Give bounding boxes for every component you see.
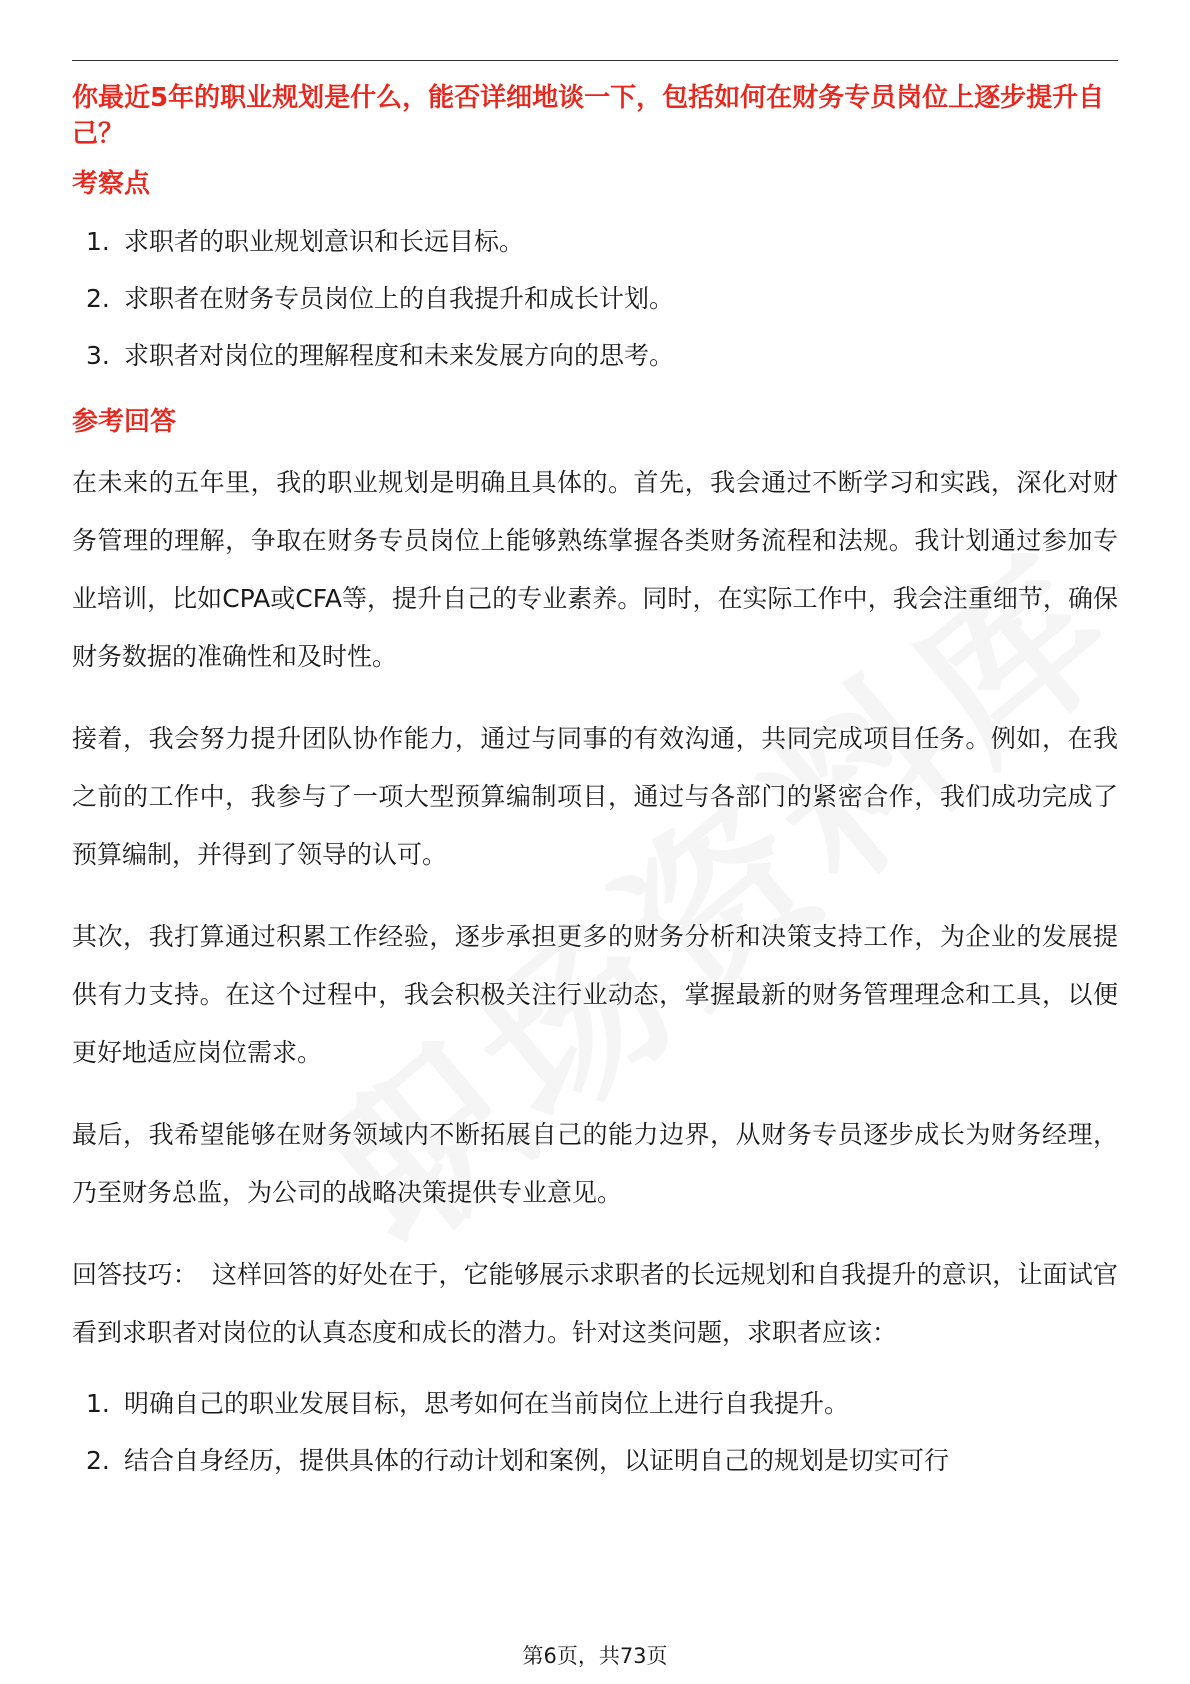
list-item [72, 1386, 1118, 1422]
page-content [72, 80, 1118, 1509]
list-text: 求职者对岗位的理解程度和未来发展方向的思考。 [124, 341, 675, 370]
list-number: 2. [86, 284, 110, 313]
tips-label: 回答技巧： [72, 1260, 198, 1289]
answer-paragraph: 接着，我会努力提升团队协作能力，通过与同事的有效沟通，共同完成项目任务。例如，在我之前的工作中，我参与了一项大型预算编制项目，通过与各部门的紧密合作，我们成功完成了预算编制，并得到了领导的认可。 [72, 724, 1118, 869]
answer-paragraph: 其次，我打算通过积累工作经验，逐步承担更多的财务分析和决策支持工作，为企业的发展提供有力支持。在这个过程中，我会积极关注行业动态，掌握最新的财务管理理念和工具，以便更好地适应岗位需求。 [72, 922, 1118, 1067]
list-number: 1. [86, 227, 110, 256]
answer-heading: 参考回答 [72, 407, 177, 437]
tips-text: 这样回答的好处在于，它能够展示求职者的长远规划和自我提升的意识，让面试官看到求职者对岗位的认真态度和成长的潜力。针对这类问题，求职者应该： [72, 1260, 1118, 1347]
question-title: 你最近5年的职业规划是什么，能否详细地谈一下，包括如何在财务专员岗位上逐步提升自己？ [72, 83, 1105, 149]
list-number: 2. [86, 1446, 110, 1475]
list-text: 求职者在财务专员岗位上的自我提升和成长计划。 [124, 284, 675, 313]
list-item [72, 224, 1118, 260]
list-number: 3. [86, 341, 110, 370]
tips-list [72, 1386, 1118, 1479]
list-text: 明确自己的职业发展目标，思考如何在当前岗位上进行自我提升。 [124, 1389, 850, 1418]
answer-paragraph: 在未来的五年里，我的职业规划是明确且具体的。首先，我会通过不断学习和实践，深化对财务管理的理解，争取在财务专员岗位上能够熟练掌握各类财务流程和法规。我计划通过参加专业培训，比如CPA或CFA等，提升自己的专业素养。同时，在实际工作中，我会注重细节，确保财务数据的准确性和及时性。 [72, 468, 1118, 671]
list-item [72, 1443, 1118, 1479]
answer-paragraph: 最后，我希望能够在财务领域内不断拓展自己的能力边界，从财务专员逐步成长为财务经理，乃至财务总监，为公司的战略决策提供专业意见。 [72, 1120, 1118, 1207]
tips-paragraph [72, 1246, 1118, 1362]
list-item [72, 338, 1118, 374]
points-heading: 考察点 [72, 169, 151, 199]
top-divider [72, 60, 1118, 61]
list-text: 结合自身经历，提供具体的行动计划和案例，以证明自己的规划是切实可行 [124, 1446, 950, 1475]
list-item [72, 281, 1118, 317]
page-number: 第6页，共73页 [522, 1644, 668, 1668]
list-number: 1. [86, 1389, 110, 1418]
list-text: 求职者的职业规划意识和长远目标。 [124, 227, 525, 256]
points-list [72, 224, 1118, 374]
